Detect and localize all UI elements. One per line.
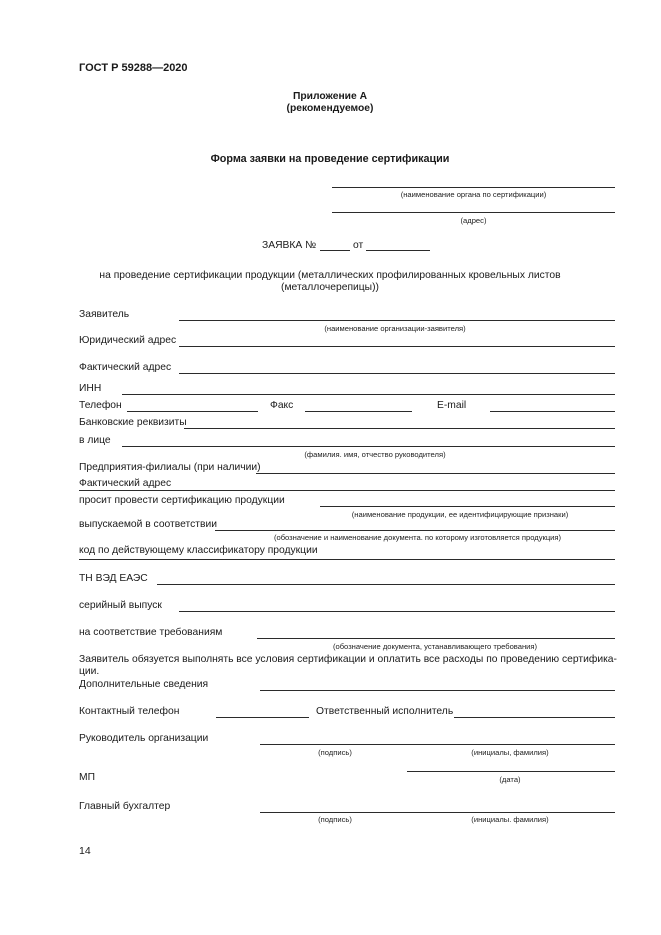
accountant-signature-line[interactable]: [260, 812, 615, 813]
application-from-label: от: [353, 240, 364, 251]
initials-caption: (инициалы, фамилия): [471, 748, 549, 757]
accountant-label: Главный бухгалтер: [79, 801, 171, 812]
tnved-line[interactable]: [157, 584, 615, 585]
email-line[interactable]: [490, 411, 615, 412]
signature-caption-2: (подпись): [318, 815, 352, 824]
head-signature-line[interactable]: [260, 744, 615, 745]
request-caption: (наименование продукции, ее идентифицирующие признаки): [351, 510, 569, 519]
in-person-line[interactable]: [122, 446, 615, 447]
purpose-line-2: (металлочерепицы)): [281, 282, 379, 293]
produced-label: выпускаемой в соответствии: [79, 519, 217, 530]
phone-label: Телефон: [79, 400, 122, 411]
in-person-label: в лице: [79, 435, 111, 446]
appendix-title: Приложение А: [292, 91, 368, 102]
compliance-line[interactable]: [257, 638, 615, 639]
cert-body-caption: (наименование органа по сертификации): [400, 190, 547, 199]
tnved-label: ТН ВЭД ЕАЭС: [79, 573, 148, 584]
actual-address2-label: Фактический адрес: [79, 478, 172, 489]
legal-address-line[interactable]: [179, 346, 615, 347]
obligation-line-1: Заявитель обязуется выполнять все условия сертификации и оплатить все расходы по проведению сертифика-: [79, 654, 617, 665]
produced-caption: (обозначение и наименование документа. по которому изготовляется продукция): [273, 533, 562, 542]
actual-address-label: Фактический адрес: [79, 362, 172, 373]
initials-caption-2: (инициалы. фамилия): [471, 815, 549, 824]
branches-line[interactable]: [256, 473, 615, 474]
application-date-line[interactable]: [366, 250, 430, 251]
request-line[interactable]: [320, 506, 615, 507]
date-line[interactable]: [407, 771, 615, 772]
obligation-line-2: ции.: [79, 666, 100, 677]
date-caption: (дата): [499, 775, 521, 784]
legal-address-label: Юридический адрес: [79, 335, 177, 346]
compliance-label: на соответствие требованиям: [79, 627, 223, 638]
actual-address2-line[interactable]: [79, 490, 615, 491]
address-caption: (адрес): [460, 216, 487, 225]
applicant-line[interactable]: [179, 320, 615, 321]
applicant-caption: (наименование организации-заявителя): [324, 324, 466, 333]
branches-label: Предприятия-филиалы (при наличии): [79, 462, 261, 473]
applicant-label: Заявитель: [79, 309, 130, 320]
page-number: 14: [79, 845, 91, 857]
classifier-label: код по действующему классификатору продукции: [79, 545, 318, 556]
stamp-label: МП: [79, 772, 95, 783]
appendix-subtitle: (рекомендуемое): [286, 103, 374, 114]
bank-details-label: Банковские реквизиты: [79, 417, 187, 428]
classifier-line[interactable]: [79, 559, 615, 560]
contact-phone-line[interactable]: [216, 717, 309, 718]
contact-phone-label: Контактный телефон: [79, 706, 180, 717]
application-number-label: ЗАЯВКА №: [262, 240, 317, 251]
produced-line[interactable]: [215, 530, 615, 531]
request-label: просит провести сертификацию продукции: [79, 495, 285, 506]
additional-label: Дополнительные сведения: [79, 679, 209, 690]
form-title: Форма заявки на проведение сертификации: [210, 153, 450, 165]
compliance-caption: (обозначение документа, устанавливающего требования): [332, 642, 538, 651]
inn-line[interactable]: [122, 394, 615, 395]
responsible-label: Ответственный исполнитель: [316, 706, 454, 717]
actual-address-line[interactable]: [179, 373, 615, 374]
additional-line[interactable]: [260, 690, 615, 691]
inn-label: ИНН: [79, 383, 102, 394]
head-label: Руководитель организации: [79, 733, 209, 744]
serial-line[interactable]: [179, 611, 615, 612]
serial-label: серийный выпуск: [79, 600, 162, 611]
responsible-line[interactable]: [454, 717, 615, 718]
phone-line[interactable]: [127, 411, 258, 412]
address-line[interactable]: [332, 212, 615, 213]
cert-body-line[interactable]: [332, 187, 615, 188]
purpose-line-1: на проведение сертификации продукции (металлических профилированных кровельных листов: [99, 270, 561, 281]
standard-number: ГОСТ Р 59288—2020: [79, 62, 188, 74]
fax-label: Факс: [270, 400, 294, 411]
bank-details-line[interactable]: [184, 428, 615, 429]
signature-caption: (подпись): [318, 748, 352, 757]
fax-line[interactable]: [305, 411, 412, 412]
application-number-line[interactable]: [320, 250, 350, 251]
email-label: E-mail: [437, 400, 467, 411]
in-person-caption: (фамилия. имя, отчество руководителя): [304, 450, 446, 459]
